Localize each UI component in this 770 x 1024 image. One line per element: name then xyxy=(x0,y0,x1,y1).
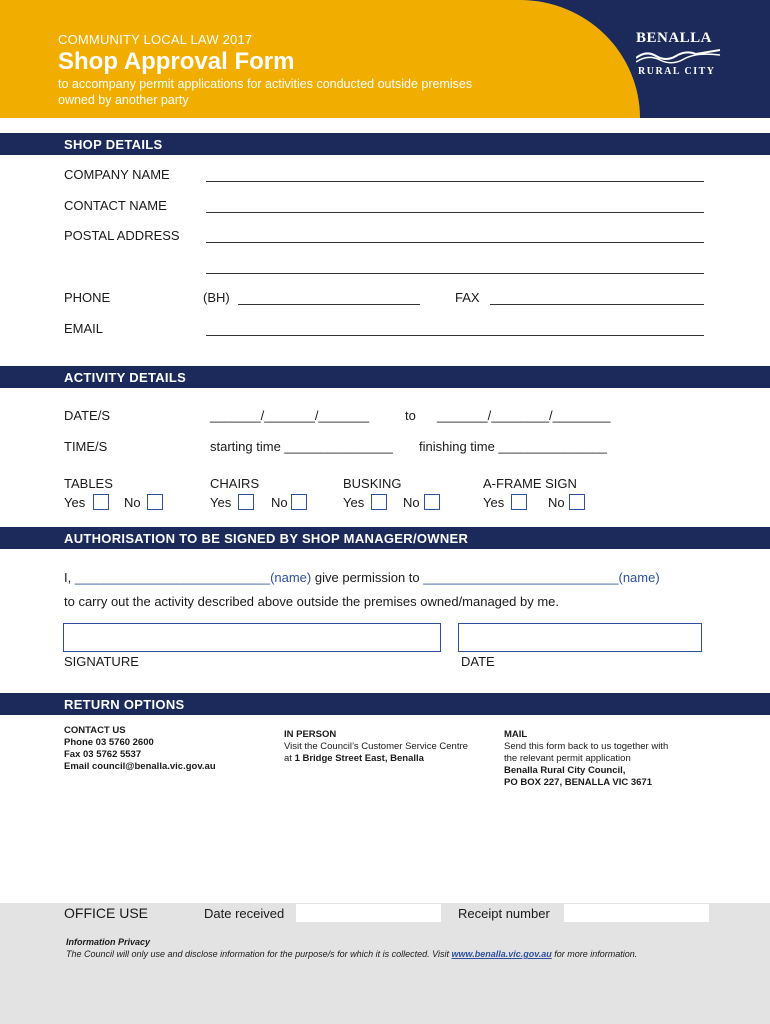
council-website-link[interactable]: www.benalla.vic.gov.au xyxy=(451,949,552,959)
contact-phone: Phone 03 5760 2600 xyxy=(64,737,154,748)
dates-label: DATE/S xyxy=(64,408,110,423)
office-use-panel xyxy=(0,903,770,1024)
authorisation-bar xyxy=(0,527,770,549)
email-field[interactable] xyxy=(206,335,704,336)
signature-label: SIGNATURE xyxy=(64,654,139,669)
mail-line1: Send this form back to us together with xyxy=(504,741,669,752)
privacy-text xyxy=(66,949,686,960)
bh-label: (BH) xyxy=(203,290,230,305)
finishing-time-field[interactable]: finishing time _______________ xyxy=(419,439,607,454)
company-name-field[interactable] xyxy=(206,181,704,182)
receipt-number-label: Receipt number xyxy=(458,906,550,921)
return-options-bar xyxy=(0,693,770,715)
benalla-logo xyxy=(632,28,728,84)
i-label: I, xyxy=(64,570,72,585)
give-permission-text: give permission to xyxy=(314,570,420,585)
times-label: TIME/S xyxy=(64,439,108,454)
contact-name-field[interactable] xyxy=(206,212,704,213)
busking-no-label: No xyxy=(403,495,420,510)
office-use-title: OFFICE USE xyxy=(64,905,149,921)
busking-no-checkbox[interactable] xyxy=(424,494,440,510)
in-person-line1: Visit the Council’s Customer Service Centre xyxy=(284,741,468,752)
busking-label: BUSKING xyxy=(343,476,402,491)
company-name-label: COMPANY NAME xyxy=(64,167,170,182)
activity-details-bar xyxy=(0,366,770,388)
postal-address-field-1[interactable] xyxy=(206,242,704,243)
shop-details-bar xyxy=(0,133,770,155)
contact-email: Email council@benalla.vic.gov.au xyxy=(64,761,216,772)
contact-us-title: CONTACT US xyxy=(64,725,126,736)
date-received-label: Date received xyxy=(204,906,285,921)
chairs-no-checkbox[interactable] xyxy=(291,494,307,510)
fax-label: FAX xyxy=(455,290,480,305)
authorisation-line xyxy=(64,570,660,585)
tables-no-checkbox[interactable] xyxy=(147,494,163,510)
aframe-sign-label: A-FRAME SIGN xyxy=(483,476,577,491)
authorisation-statement: to carry out the activity described above outside the premises owned/managed by me. xyxy=(64,594,559,609)
mail-line2: the relevant permit application xyxy=(504,753,631,764)
privacy-text-start: The Council will only use and disclose information for the purpose/s for which it is collected. Visit xyxy=(66,949,450,959)
chairs-no-label: No xyxy=(271,495,288,510)
chairs-yes-label: Yes xyxy=(210,495,232,510)
authorisation-heading: AUTHORISATION TO BE SIGNED BY SHOP MANAGER/OWNER xyxy=(64,531,469,546)
shop-details-heading: SHOP DETAILS xyxy=(64,137,163,152)
mail-line3: Benalla Rural City Council, xyxy=(504,765,626,776)
tables-no-label: No xyxy=(124,495,141,510)
date-from-field[interactable]: _______/_______/_______ xyxy=(210,408,370,423)
contact-fax: Fax 03 5762 5537 xyxy=(64,749,142,760)
owner-name-field[interactable]: ___________________________(name) xyxy=(74,570,312,585)
aframe-no-checkbox[interactable] xyxy=(569,494,585,510)
return-options-heading: RETURN OPTIONS xyxy=(64,697,185,712)
aframe-yes-checkbox[interactable] xyxy=(511,494,527,510)
form-header xyxy=(0,0,770,118)
activity-details-heading: ACTIVITY DETAILS xyxy=(64,370,187,385)
busking-yes-checkbox[interactable] xyxy=(371,494,387,510)
law-title: COMMUNITY LOCAL LAW 2017 xyxy=(58,32,253,47)
contact-name-label: CONTACT NAME xyxy=(64,198,167,213)
form-title: Shop Approval Form xyxy=(58,48,295,75)
logo-wave-icon xyxy=(636,48,722,64)
date-to-field[interactable]: _______/________/________ xyxy=(437,408,611,423)
signature-box[interactable] xyxy=(63,623,441,652)
aframe-no-label: No xyxy=(548,495,565,510)
aframe-yes-label: Yes xyxy=(483,495,505,510)
mail-title: MAIL xyxy=(504,729,528,740)
in-person-at: at xyxy=(284,753,295,764)
phone-label: PHONE xyxy=(64,290,111,305)
contact-us-block xyxy=(64,725,216,773)
privacy-text-end: for more information. xyxy=(554,949,638,959)
to-label: to xyxy=(405,408,416,423)
tables-label: TABLES xyxy=(64,476,113,491)
phone-bh-field[interactable] xyxy=(238,304,420,305)
chairs-label: CHAIRS xyxy=(210,476,260,491)
privacy-title: Information Privacy xyxy=(66,937,151,947)
tables-yes-label: Yes xyxy=(64,495,86,510)
in-person-block xyxy=(284,729,468,765)
email-label: EMAIL xyxy=(64,321,104,336)
mail-block xyxy=(504,729,668,789)
fax-field[interactable] xyxy=(490,304,704,305)
logo-benalla-text: BENALLA xyxy=(636,30,713,46)
in-person-title: IN PERSON xyxy=(284,729,337,740)
date-label: DATE xyxy=(461,654,495,669)
manager-name-field[interactable]: ___________________________(name) xyxy=(423,570,660,585)
postal-address-field-2[interactable] xyxy=(206,273,704,274)
receipt-number-field[interactable] xyxy=(564,904,709,922)
postal-address-label: POSTAL ADDRESS xyxy=(64,228,180,243)
date-box[interactable] xyxy=(458,623,702,652)
chairs-yes-checkbox[interactable] xyxy=(238,494,254,510)
form-subtitle: to accompany permit applications for activities conducted outside premises owned by another party xyxy=(58,77,473,107)
date-received-field[interactable] xyxy=(296,904,441,922)
starting-time-field[interactable]: starting time _______________ xyxy=(210,439,393,454)
tables-yes-checkbox[interactable] xyxy=(93,494,109,510)
logo-rural-city-text: RURAL CITY xyxy=(638,66,716,77)
busking-yes-label: Yes xyxy=(343,495,365,510)
mail-line4: PO BOX 227, BENALLA VIC 3671 xyxy=(504,777,653,788)
in-person-address: 1 Bridge Street East, Benalla xyxy=(294,753,424,764)
